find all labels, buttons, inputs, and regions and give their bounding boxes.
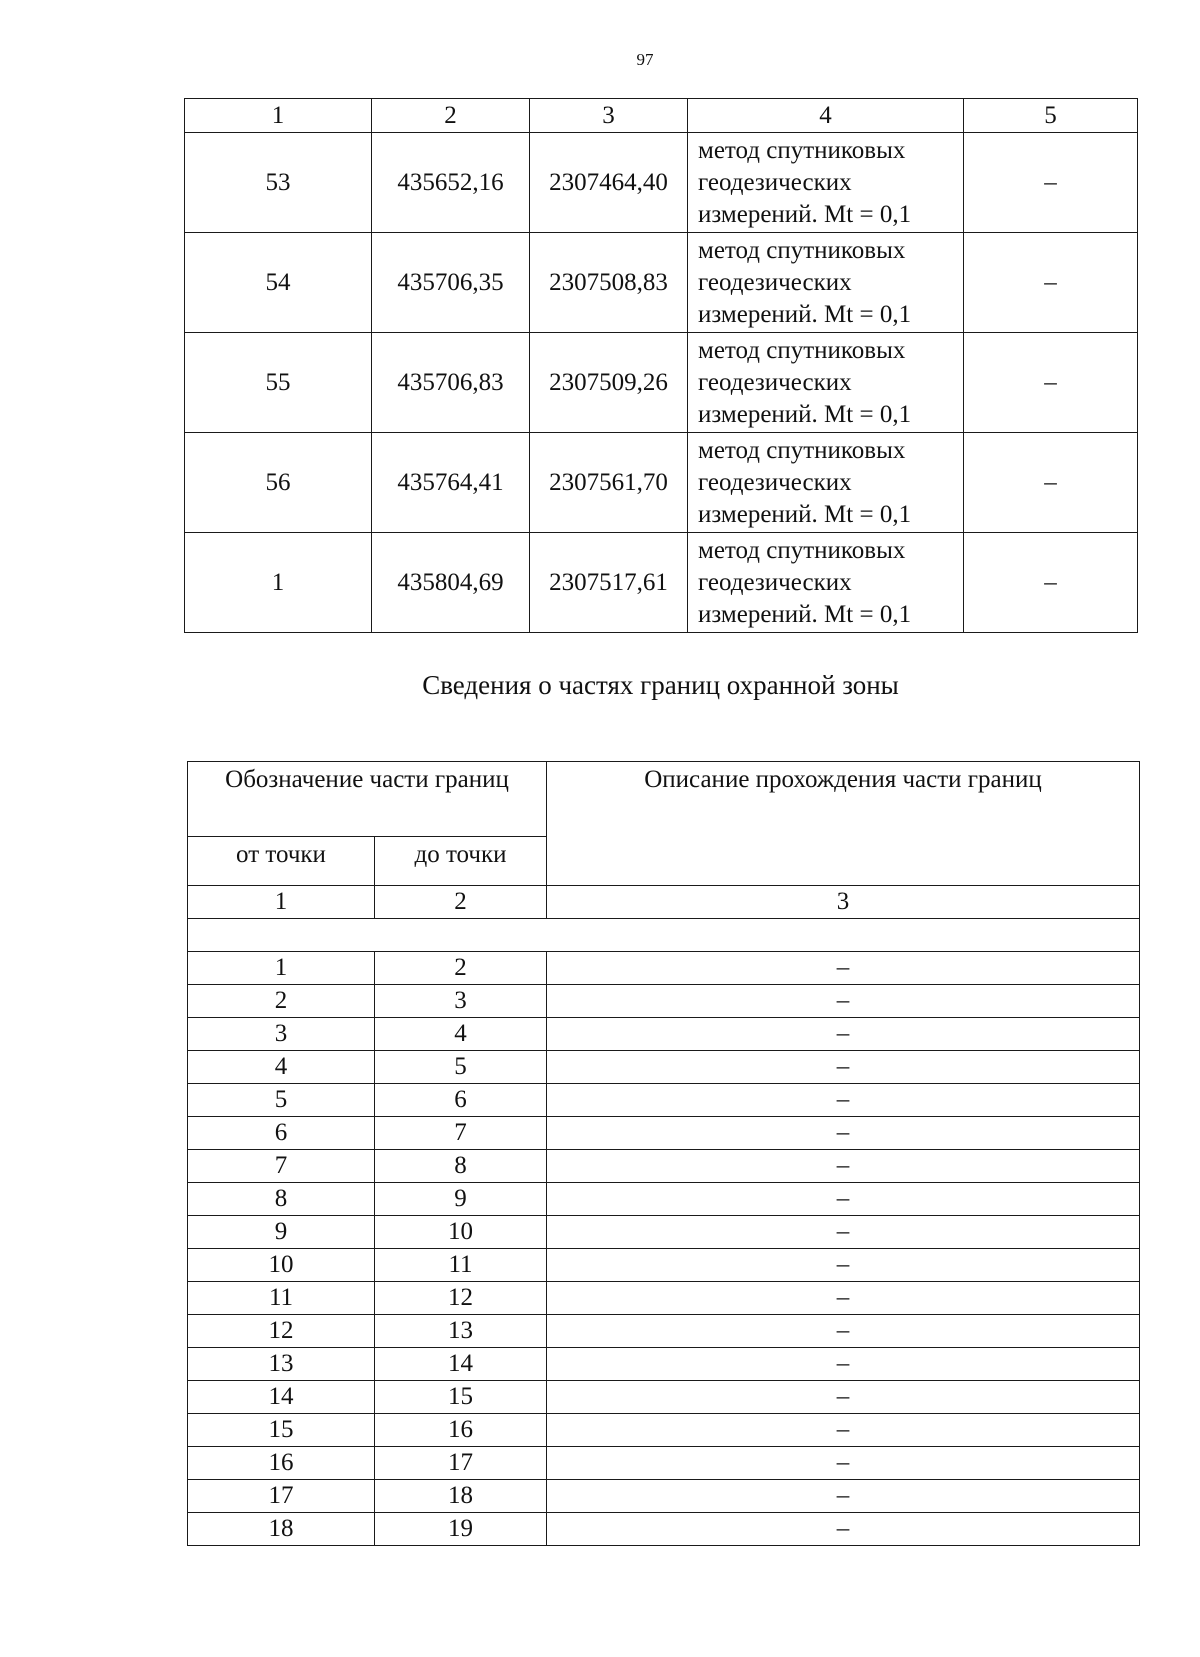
table-row — [188, 1414, 1140, 1447]
table-row — [188, 1183, 1140, 1216]
point-number: 53 — [185, 133, 372, 233]
column-number-header: 2 — [372, 99, 530, 133]
coordinates-table — [184, 98, 1138, 633]
to-point: 10 — [375, 1216, 547, 1249]
section-title: Сведения о частях границ охранной зоны — [422, 670, 899, 700]
measurement-method: метод спутниковых геодезических измерений. Mt = 0,1 — [688, 333, 964, 433]
to-point: 12 — [375, 1282, 547, 1315]
from-point: 8 — [188, 1183, 375, 1216]
x-coordinate: 435764,41 — [372, 433, 530, 533]
part-description: – — [547, 1348, 1140, 1381]
from-point: 1 — [188, 952, 375, 985]
part-description: – — [547, 1216, 1140, 1249]
table-row — [188, 1480, 1140, 1513]
to-point: 7 — [375, 1117, 547, 1150]
table-row — [188, 1513, 1140, 1546]
part-description: – — [547, 1414, 1140, 1447]
table-row — [188, 1447, 1140, 1480]
table-row — [185, 333, 1138, 433]
part-description: – — [547, 1282, 1140, 1315]
measurement-method: метод спутниковых геодезических измерений. Mt = 0,1 — [688, 233, 964, 333]
empty-row — [188, 919, 1140, 952]
to-point: 17 — [375, 1447, 547, 1480]
y-coordinate: 2307561,70 — [530, 433, 688, 533]
part-description: – — [547, 1084, 1140, 1117]
column-number-header: 1 — [185, 99, 372, 133]
x-coordinate: 435706,83 — [372, 333, 530, 433]
table-row — [188, 1315, 1140, 1348]
from-point: 11 — [188, 1282, 375, 1315]
from-point: 10 — [188, 1249, 375, 1282]
part-description: – — [547, 985, 1140, 1018]
to-point: 5 — [375, 1051, 547, 1084]
table-row — [185, 233, 1138, 333]
part-description: – — [547, 1150, 1140, 1183]
description-header: Описание прохождения части границ — [547, 762, 1140, 886]
coordinates-table-header-row — [185, 99, 1138, 133]
y-coordinate: 2307508,83 — [530, 233, 688, 333]
from-point: 3 — [188, 1018, 375, 1051]
part-description: – — [547, 952, 1140, 985]
point-description: – — [964, 233, 1138, 333]
column-number-header: 3 — [530, 99, 688, 133]
to-point: 18 — [375, 1480, 547, 1513]
x-coordinate: 435804,69 — [372, 533, 530, 633]
from-point: 4 — [188, 1051, 375, 1084]
to-point: 19 — [375, 1513, 547, 1546]
table-row — [188, 1051, 1140, 1084]
table-row — [188, 1117, 1140, 1150]
designation-header: Обозначение части границ — [188, 762, 547, 837]
to-point: 2 — [375, 952, 547, 985]
empty-cell — [188, 919, 1140, 952]
to-point: 14 — [375, 1348, 547, 1381]
part-description: – — [547, 1018, 1140, 1051]
to-point: 8 — [375, 1150, 547, 1183]
from-point: 15 — [188, 1414, 375, 1447]
measurement-method: метод спутниковых геодезических измерений. Mt = 0,1 — [688, 433, 964, 533]
part-description: – — [547, 1381, 1140, 1414]
from-point: 18 — [188, 1513, 375, 1546]
parts-table-column-numbers — [188, 886, 1140, 919]
from-point: 14 — [188, 1381, 375, 1414]
parts-table-header-row — [188, 762, 1140, 837]
to-point: 13 — [375, 1315, 547, 1348]
part-description: – — [547, 1315, 1140, 1348]
table-row — [188, 1084, 1140, 1117]
table-row — [188, 1381, 1140, 1414]
column-number-header: 1 — [188, 886, 375, 919]
point-description: – — [964, 433, 1138, 533]
from-point: 9 — [188, 1216, 375, 1249]
part-description: – — [547, 1480, 1140, 1513]
to-point: 11 — [375, 1249, 547, 1282]
page-number: 97 — [636, 50, 654, 69]
y-coordinate: 2307464,40 — [530, 133, 688, 233]
measurement-method: метод спутниковых геодезических измерений. Mt = 0,1 — [688, 533, 964, 633]
column-number-header: 3 — [547, 886, 1140, 919]
from-point: 13 — [188, 1348, 375, 1381]
column-number-header: 4 — [688, 99, 964, 133]
to-point: 6 — [375, 1084, 547, 1117]
table-row — [188, 1216, 1140, 1249]
part-description: – — [547, 1249, 1140, 1282]
to-point: 9 — [375, 1183, 547, 1216]
point-description: – — [964, 533, 1138, 633]
table-row — [188, 952, 1140, 985]
point-description: – — [964, 133, 1138, 233]
part-description: – — [547, 1513, 1140, 1546]
from-point: 5 — [188, 1084, 375, 1117]
to-point: 15 — [375, 1381, 547, 1414]
to-point-header: до точки — [375, 837, 547, 886]
table-row — [185, 433, 1138, 533]
x-coordinate: 435706,35 — [372, 233, 530, 333]
boundary-parts-table — [187, 761, 1140, 1546]
y-coordinate: 2307509,26 — [530, 333, 688, 433]
point-number: 54 — [185, 233, 372, 333]
from-point: 6 — [188, 1117, 375, 1150]
point-number: 55 — [185, 333, 372, 433]
table-row — [185, 133, 1138, 233]
table-row — [188, 1150, 1140, 1183]
table-row — [188, 1348, 1140, 1381]
from-point-header: от точки — [188, 837, 375, 886]
measurement-method: метод спутниковых геодезических измерений. Mt = 0,1 — [688, 133, 964, 233]
point-number: 1 — [185, 533, 372, 633]
to-point: 3 — [375, 985, 547, 1018]
point-description: – — [964, 333, 1138, 433]
to-point: 16 — [375, 1414, 547, 1447]
part-description: – — [547, 1447, 1140, 1480]
part-description: – — [547, 1183, 1140, 1216]
column-number-header: 5 — [964, 99, 1138, 133]
x-coordinate: 435652,16 — [372, 133, 530, 233]
y-coordinate: 2307517,61 — [530, 533, 688, 633]
from-point: 2 — [188, 985, 375, 1018]
point-number: 56 — [185, 433, 372, 533]
part-description: – — [547, 1117, 1140, 1150]
from-point: 7 — [188, 1150, 375, 1183]
table-row — [188, 985, 1140, 1018]
from-point: 16 — [188, 1447, 375, 1480]
table-row — [188, 1282, 1140, 1315]
from-point: 17 — [188, 1480, 375, 1513]
table-row — [188, 1249, 1140, 1282]
column-number-header: 2 — [375, 886, 547, 919]
to-point: 4 — [375, 1018, 547, 1051]
part-description: – — [547, 1051, 1140, 1084]
from-point: 12 — [188, 1315, 375, 1348]
table-row — [185, 533, 1138, 633]
table-row — [188, 1018, 1140, 1051]
